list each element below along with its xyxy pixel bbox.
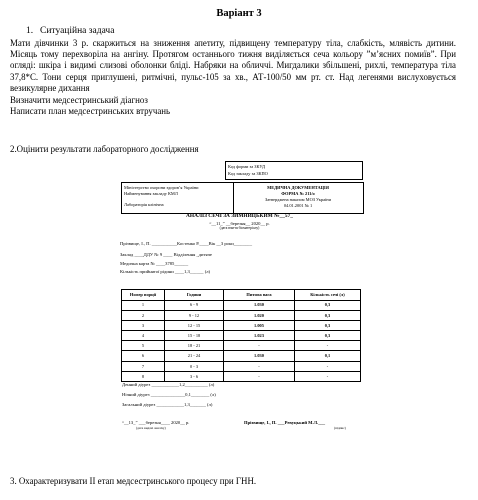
instruction-diagnosis: Визначити медсестринський діагноз: [10, 95, 148, 105]
table-row: [122, 331, 361, 341]
hours-cell: 0 - 3: [165, 361, 224, 371]
signature-line: Прізвище, І., П. ___Ревуцький М.Л.___: [244, 420, 326, 425]
department: Заклад ____ДДУ № 9 ____ Відділення _дитяче: [120, 252, 212, 257]
volume-cell: 0,3: [295, 310, 361, 320]
task-1-heading: [26, 26, 114, 36]
col-specific-gravity: Питома вага: [224, 290, 295, 301]
table-row: [122, 351, 361, 361]
gravity-cell: -: [224, 361, 295, 371]
col-hours: Години: [165, 290, 224, 301]
task-3: 3. Охарактеризувати ІІ етап медсестринського процесу при ГНН.: [10, 476, 257, 486]
table-row: [122, 320, 361, 330]
volume-cell: -: [295, 361, 361, 371]
daily-diuresis: Денний діурез ____________1,2__________ (л): [122, 382, 215, 387]
portion-cell: 7: [122, 361, 165, 371]
col-urine-volume: Кількість сечі (л): [295, 290, 361, 301]
gravity-cell: -: [224, 371, 295, 381]
analysis-title: АНАЛІЗ СЕЧІ ЗА ЗИМНИЦЬКИМ №__57_: [186, 213, 293, 219]
gravity-cell: 1.005: [224, 320, 295, 330]
hours-cell: 3 - 6: [165, 371, 224, 381]
gravity-cell: 1.023: [224, 331, 295, 341]
hours-cell: 12 - 15: [165, 320, 224, 330]
volume-cell: 0,3: [295, 320, 361, 330]
form-code-label: Код форми за ЗКУД: [228, 164, 265, 169]
analysis-date: “__11_” __березня__ 2020__ р.: [209, 221, 270, 226]
approved-by: Затверджена наказом МОЗ України: [265, 197, 331, 202]
portion-cell: 8: [122, 371, 165, 381]
variant-title: Варіант 3: [216, 8, 262, 19]
hours-cell: 18 - 21: [165, 341, 224, 351]
portion-cell: 5: [122, 341, 165, 351]
total-diuresis: Загальний діурез ____________1,3_______ (л): [122, 402, 213, 407]
issue-date-note: (дата видачі аналізу): [136, 426, 166, 430]
table-row: [122, 361, 361, 371]
gravity-cell: 1.020: [224, 310, 295, 320]
gravity-cell: 1.030: [224, 300, 295, 310]
header-divider: [233, 183, 234, 213]
zimnitsky-table: [121, 289, 361, 382]
task-1-label: Ситуаційна задача: [40, 26, 115, 36]
portion-cell: 3: [122, 320, 165, 330]
table-row: [122, 300, 361, 310]
institution: Найменування закладу КМЛ: [124, 191, 178, 196]
volume-cell: -: [295, 341, 361, 351]
fluid-intake: Кількість прийнятої рідини ____1,3______ (л): [120, 269, 211, 274]
table-row: [122, 371, 361, 381]
table-header-row: [122, 290, 361, 301]
task-1-number: 1.: [26, 26, 34, 36]
hours-cell: 21 - 24: [165, 351, 224, 361]
volume-cell: 0,3: [295, 300, 361, 310]
portion-cell: 6: [122, 351, 165, 361]
hours-cell: 6 - 9: [165, 300, 224, 310]
hours-cell: 15 - 18: [165, 331, 224, 341]
task-2: 2.Оцінити результати лабораторного дослідження: [10, 144, 199, 154]
volume-cell: 0,3: [295, 331, 361, 341]
medical-card: Медична карта № ____3785______: [120, 261, 189, 266]
portion-cell: 2: [122, 310, 165, 320]
portion-cell: 4: [122, 331, 165, 341]
volume-cell: 0,1: [295, 351, 361, 361]
table-row: [122, 341, 361, 351]
col-portion: Номер порції: [122, 290, 165, 301]
case-description: Мати дівчинки 3 р. скаржиться на зниження апетиту, підвищену температуру тіла, слабкість, млявість дитини. Місяць тому перехворіла на ангіну. Протягом останнього тижня виділяється сеча кольору ”м’ясних помиїв”. При огляді: шкіра і видимі слизові оболонки бліді. Набряки на обличчі. Мигдалики збільшені, рихлі, температура тіла 37,8*С. Тони серця приглушені, ритмічні, пульс-105 за хв., АТ-100/50 мм рт. ст. Над легенями вислуховується везикулярне дихання: [10, 38, 456, 93]
gravity-cell: -: [224, 341, 295, 351]
patient-name: Прізвище, І., П. ___________Костенко Р.____Вік __3 роки________: [120, 241, 253, 246]
hours-cell: 9 - 12: [165, 310, 224, 320]
instruction-plan: Написати план медсестринських втручань: [10, 106, 171, 116]
issue-date: “__13_” ___березня____ 2020__ р.: [122, 420, 190, 425]
form-number: ФОРМА № 211/о: [281, 191, 315, 196]
medical-documentation: МЕДИЧНА ДОКУМЕНТАЦІЯ: [267, 185, 329, 190]
analysis-date-note: (дата взяття біоматеріалу): [219, 226, 260, 230]
code-box: [225, 161, 363, 180]
table-row: [122, 310, 361, 320]
signature-note: (підпис): [334, 426, 346, 430]
night-diuresis: Нічний діурез _______________0,1________ (л): [122, 392, 216, 397]
lab-analysis-form: [116, 160, 363, 450]
ministry: Міністерство охорони здоров’я України: [124, 185, 199, 190]
approved-date: 04.01.2001 № 1: [283, 203, 313, 208]
portion-cell: 1: [122, 300, 165, 310]
volume-cell: -: [295, 371, 361, 381]
form-header: [121, 182, 364, 214]
institution-code-label: Код закладу за ЗКПО: [228, 171, 268, 176]
laboratory: Лабораторія клінічна: [124, 202, 164, 207]
gravity-cell: 1.030: [224, 351, 295, 361]
